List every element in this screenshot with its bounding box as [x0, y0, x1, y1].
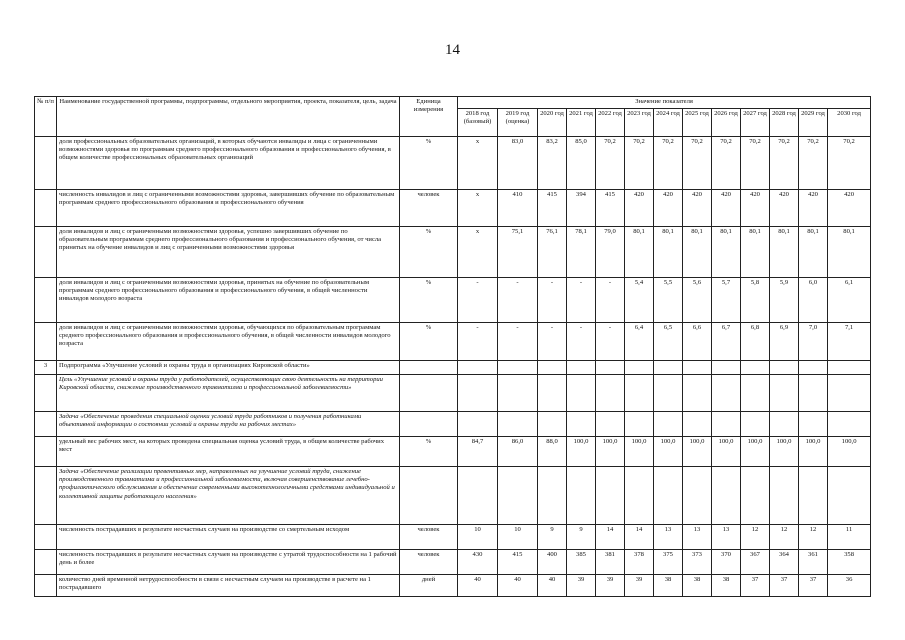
indicator-value: 80,1 [741, 227, 770, 278]
indicator-value: 400 [538, 550, 567, 575]
empty-cell [799, 412, 828, 437]
row-number [35, 137, 57, 190]
table-row [35, 278, 871, 323]
indicator-value: 5,9 [770, 278, 799, 323]
indicator-value: 6,6 [683, 323, 712, 361]
row-number [35, 575, 57, 597]
header-year: 2028 год [770, 109, 799, 137]
table-row [35, 361, 871, 375]
indicator-value: 70,2 [596, 137, 625, 190]
indicator-value: 6,0 [799, 278, 828, 323]
table-row [35, 412, 871, 437]
indicator-value: 76,1 [538, 227, 567, 278]
indicator-value: 40 [458, 575, 498, 597]
indicator-value: 420 [741, 190, 770, 227]
header-year: 2026 год [712, 109, 741, 137]
empty-cell [712, 375, 741, 412]
indicator-value: 367 [741, 550, 770, 575]
table-row [35, 190, 871, 227]
header-year: 2025 год [683, 109, 712, 137]
indicator-value: 6,8 [741, 323, 770, 361]
header-year: 2027 год [741, 109, 770, 137]
indicator-value: 375 [654, 550, 683, 575]
indicator-value: 5,8 [741, 278, 770, 323]
empty-cell [770, 375, 799, 412]
indicator-value: 70,2 [770, 137, 799, 190]
empty-cell [741, 361, 770, 375]
indicator-value: - [596, 323, 625, 361]
indicator-name: количество дней временной нетрудоспособности в связи с несчастным случаем на производстве в расчете на 1 пострадавшего [57, 575, 400, 597]
empty-cell [683, 467, 712, 525]
indicator-value: 38 [683, 575, 712, 597]
indicator-value: 9 [538, 525, 567, 550]
row-number: 3 [35, 361, 57, 375]
indicator-value: 9 [567, 525, 596, 550]
indicator-value: 394 [567, 190, 596, 227]
indicator-value: 38 [712, 575, 741, 597]
empty-cell [828, 361, 871, 375]
indicator-value: 364 [770, 550, 799, 575]
row-number [35, 323, 57, 361]
header-unit: Единица измерения [400, 97, 458, 137]
indicator-value: 6,9 [770, 323, 799, 361]
header-year: 2024 год [654, 109, 683, 137]
empty-cell [741, 412, 770, 437]
table-row [35, 375, 871, 412]
indicator-value: 100,0 [567, 437, 596, 467]
indicator-value: 80,1 [828, 227, 871, 278]
indicator-name: доля инвалидов и лиц с ограниченными возможностями здоровья, принятых на обучение по образовательным программам среднего профессионального образования и профессионального обучения, в общей численности инвалидов молодого возраста [57, 278, 400, 323]
indicator-value: - [498, 278, 538, 323]
indicator-value: 6,7 [712, 323, 741, 361]
empty-cell [400, 467, 458, 525]
empty-cell [654, 375, 683, 412]
empty-cell [654, 412, 683, 437]
indicator-value: 420 [770, 190, 799, 227]
indicator-value: 39 [567, 575, 596, 597]
empty-cell [625, 375, 654, 412]
indicator-value: 39 [625, 575, 654, 597]
indicator-value: 5,7 [712, 278, 741, 323]
indicator-unit: % [400, 227, 458, 278]
empty-cell [799, 467, 828, 525]
empty-cell [458, 467, 498, 525]
indicator-value: 100,0 [654, 437, 683, 467]
empty-cell [712, 412, 741, 437]
indicator-value: - [596, 278, 625, 323]
indicator-value: 6,4 [625, 323, 654, 361]
indicator-value: 5,6 [683, 278, 712, 323]
indicator-value: 420 [712, 190, 741, 227]
indicator-value: 85,0 [567, 137, 596, 190]
indicator-value: x [458, 227, 498, 278]
indicator-value: 420 [828, 190, 871, 227]
task-text: Задача «Обеспечение реализации превентивных мер, направленных на улучшение условий труда, снижение производственного травматизма и профессиональной заболеваемости, включая совершенствование лечебно-профилактического обслуживания и обеспечение современными высокотехнологичными средствами индивидуальной и коллективной защиты работающего населения» [57, 467, 400, 525]
table-row [35, 525, 871, 550]
empty-cell [567, 361, 596, 375]
empty-cell [683, 412, 712, 437]
indicator-value: 80,1 [625, 227, 654, 278]
indicator-value: 361 [799, 550, 828, 575]
indicator-value: 420 [654, 190, 683, 227]
empty-cell [400, 361, 458, 375]
indicator-value: 420 [625, 190, 654, 227]
page-number: 14 [445, 42, 460, 58]
indicator-value: 38 [654, 575, 683, 597]
row-number [35, 278, 57, 323]
indicator-value: 70,2 [683, 137, 712, 190]
empty-cell [538, 375, 567, 412]
indicator-value: 37 [799, 575, 828, 597]
empty-cell [741, 467, 770, 525]
indicator-value: 100,0 [741, 437, 770, 467]
empty-cell [770, 361, 799, 375]
indicator-value: 84,7 [458, 437, 498, 467]
indicator-value: 86,0 [498, 437, 538, 467]
goal-text: Цель «Улучшение условий и охраны труда у работодателей, осуществляющих свою деятельность на территории Кировской области, снижение производственного травматизма и профессиональной заболеваемости» [57, 375, 400, 412]
indicator-value: 415 [498, 550, 538, 575]
indicator-value: 5,4 [625, 278, 654, 323]
indicator-value: - [458, 278, 498, 323]
indicator-value: 420 [683, 190, 712, 227]
indicator-unit: % [400, 278, 458, 323]
empty-cell [799, 375, 828, 412]
indicators-table [34, 96, 871, 597]
empty-cell [596, 361, 625, 375]
empty-cell [596, 375, 625, 412]
empty-cell [654, 361, 683, 375]
indicator-value: 70,2 [625, 137, 654, 190]
indicator-value: 83,0 [498, 137, 538, 190]
indicator-value: 100,0 [683, 437, 712, 467]
indicator-value: 80,1 [654, 227, 683, 278]
table-row [35, 550, 871, 575]
empty-cell [567, 467, 596, 525]
table-row [35, 467, 871, 525]
indicator-unit: дней [400, 575, 458, 597]
table-row [35, 437, 871, 467]
indicator-name: численность пострадавших в результате несчастных случаев на производстве со смертельным исходом [57, 525, 400, 550]
indicator-value: 88,0 [538, 437, 567, 467]
indicator-value: 378 [625, 550, 654, 575]
empty-cell [625, 361, 654, 375]
indicator-value: x [458, 137, 498, 190]
empty-cell [741, 375, 770, 412]
indicator-value: 70,2 [712, 137, 741, 190]
empty-cell [828, 412, 871, 437]
table-row [35, 227, 871, 278]
subprogram-title: Подпрограмма «Улучшение условий и охраны труда в организациях Кировской области» [57, 361, 400, 375]
empty-cell [770, 467, 799, 525]
indicator-value: - [498, 323, 538, 361]
empty-cell [683, 361, 712, 375]
empty-cell [498, 467, 538, 525]
header-year: 2021 год [567, 109, 596, 137]
row-number [35, 467, 57, 525]
indicator-unit: % [400, 137, 458, 190]
indicator-value: 6,1 [828, 278, 871, 323]
indicator-value: 80,1 [770, 227, 799, 278]
indicator-value: 78,1 [567, 227, 596, 278]
empty-cell [770, 412, 799, 437]
empty-cell [625, 467, 654, 525]
indicator-unit: % [400, 323, 458, 361]
empty-cell [458, 412, 498, 437]
indicator-value: 11 [828, 525, 871, 550]
empty-cell [400, 412, 458, 437]
indicator-value: 83,2 [538, 137, 567, 190]
empty-cell [567, 412, 596, 437]
row-number [35, 437, 57, 467]
table-row [35, 137, 871, 190]
indicator-value: - [458, 323, 498, 361]
indicator-value: 420 [799, 190, 828, 227]
indicator-value: 5,5 [654, 278, 683, 323]
header-year: 2023 год [625, 109, 654, 137]
indicator-value: - [538, 278, 567, 323]
row-number [35, 525, 57, 550]
indicator-value: 100,0 [828, 437, 871, 467]
indicator-value: 373 [683, 550, 712, 575]
header-year: 2020 год [538, 109, 567, 137]
empty-cell [498, 361, 538, 375]
indicator-value: 79,0 [596, 227, 625, 278]
indicator-value: 100,0 [625, 437, 654, 467]
indicator-value: 13 [654, 525, 683, 550]
indicator-value: 37 [770, 575, 799, 597]
indicator-value: 70,2 [828, 137, 871, 190]
indicator-value: 70,2 [654, 137, 683, 190]
indicator-name: численность пострадавших в результате несчастных случаев на производстве с утратой трудоспособности на 1 рабочий день и более [57, 550, 400, 575]
row-number [35, 412, 57, 437]
indicator-value: 10 [458, 525, 498, 550]
header-year: 2029 год [799, 109, 828, 137]
empty-cell [683, 375, 712, 412]
empty-cell [712, 467, 741, 525]
indicator-value: 70,2 [799, 137, 828, 190]
indicator-name: удельный вес рабочих мест, на которых проведена специальная оценка условий труда, в общем количестве рабочих мест [57, 437, 400, 467]
indicator-value: 358 [828, 550, 871, 575]
indicator-name: доля инвалидов и лиц с ограниченными возможностями здоровья, успешно завершивших обучение по образовательным программам среднего профессионального образования и профессионального обучения, от числа принятых на обучение инвалидов и лиц с ограниченными возможностями здоровья [57, 227, 400, 278]
empty-cell [538, 467, 567, 525]
indicator-value: 14 [596, 525, 625, 550]
empty-cell [596, 412, 625, 437]
indicator-value: 370 [712, 550, 741, 575]
indicator-value: 6,5 [654, 323, 683, 361]
header-name: Наименование государственной программы, подпрограммы, отдельного мероприятия, проекта, показателя, цель, задача [57, 97, 400, 137]
header-year: 2022 год [596, 109, 625, 137]
indicator-value: - [567, 323, 596, 361]
indicator-unit: человек [400, 525, 458, 550]
indicator-value: 75,1 [498, 227, 538, 278]
empty-cell [458, 361, 498, 375]
empty-cell [828, 375, 871, 412]
empty-cell [567, 375, 596, 412]
task-text: Задача «Обеспечение проведения специальной оценки условий труда работников и получения работниками объективной информации о состоянии условий и охраны труда на рабочих местах» [57, 412, 400, 437]
indicator-value: 80,1 [712, 227, 741, 278]
indicator-value: 80,1 [799, 227, 828, 278]
indicator-value: 12 [741, 525, 770, 550]
indicator-name: доля инвалидов и лиц с ограниченными возможностями здоровья, обучающихся по образовательным программам среднего профессионального образования и профессионального обучения, в общей численности инвалидов молодого возраста [57, 323, 400, 361]
empty-cell [400, 375, 458, 412]
indicator-value: 10 [498, 525, 538, 550]
indicator-value: 410 [498, 190, 538, 227]
indicator-value: 12 [770, 525, 799, 550]
empty-cell [498, 375, 538, 412]
indicator-value: 381 [596, 550, 625, 575]
indicator-value: 13 [683, 525, 712, 550]
indicator-value: 39 [596, 575, 625, 597]
row-number [35, 190, 57, 227]
row-number [35, 375, 57, 412]
table-row [35, 323, 871, 361]
indicator-unit: человек [400, 550, 458, 575]
header-values: Значение показателя [458, 97, 871, 109]
indicator-value: 100,0 [596, 437, 625, 467]
empty-cell [458, 375, 498, 412]
empty-cell [799, 361, 828, 375]
indicator-value: 7,0 [799, 323, 828, 361]
indicator-value: 385 [567, 550, 596, 575]
empty-cell [596, 467, 625, 525]
empty-cell [712, 361, 741, 375]
indicator-value: 36 [828, 575, 871, 597]
indicator-value: 40 [538, 575, 567, 597]
table-row [35, 575, 871, 597]
indicator-unit: % [400, 437, 458, 467]
header-year: 2018 год (базовый) [458, 109, 498, 137]
header-year: 2030 год [828, 109, 871, 137]
empty-cell [625, 412, 654, 437]
empty-cell [538, 412, 567, 437]
indicator-value: 100,0 [712, 437, 741, 467]
indicator-value: 37 [741, 575, 770, 597]
row-number [35, 550, 57, 575]
indicator-name: численность инвалидов и лиц с ограниченными возможностями здоровья, завершивших обучение по образовательным программам среднего профессионального образования и профессионального обучения [57, 190, 400, 227]
indicator-value: - [567, 278, 596, 323]
indicator-name: доля профессиональных образовательных организаций, в которых обучаются инвалиды и лица с ограниченными возможностями здоровья по программам среднего профессионального образования и профессионального обучения, в общем количестве профессиональных образовательных организаций [57, 137, 400, 190]
indicator-value: 80,1 [683, 227, 712, 278]
indicator-value: 430 [458, 550, 498, 575]
indicator-value: 100,0 [799, 437, 828, 467]
indicator-value: 14 [625, 525, 654, 550]
indicator-value: x [458, 190, 498, 227]
row-number [35, 227, 57, 278]
indicator-value: - [538, 323, 567, 361]
header-number: № п/п [35, 97, 57, 137]
indicator-unit: человек [400, 190, 458, 227]
indicator-value: 40 [498, 575, 538, 597]
indicator-value: 100,0 [770, 437, 799, 467]
empty-cell [498, 412, 538, 437]
header-year: 2019 год (оценка) [498, 109, 538, 137]
indicator-value: 415 [538, 190, 567, 227]
empty-cell [538, 361, 567, 375]
indicator-value: 7,1 [828, 323, 871, 361]
indicator-value: 13 [712, 525, 741, 550]
indicator-value: 415 [596, 190, 625, 227]
indicator-value: 12 [799, 525, 828, 550]
empty-cell [828, 467, 871, 525]
indicator-value: 70,2 [741, 137, 770, 190]
empty-cell [654, 467, 683, 525]
